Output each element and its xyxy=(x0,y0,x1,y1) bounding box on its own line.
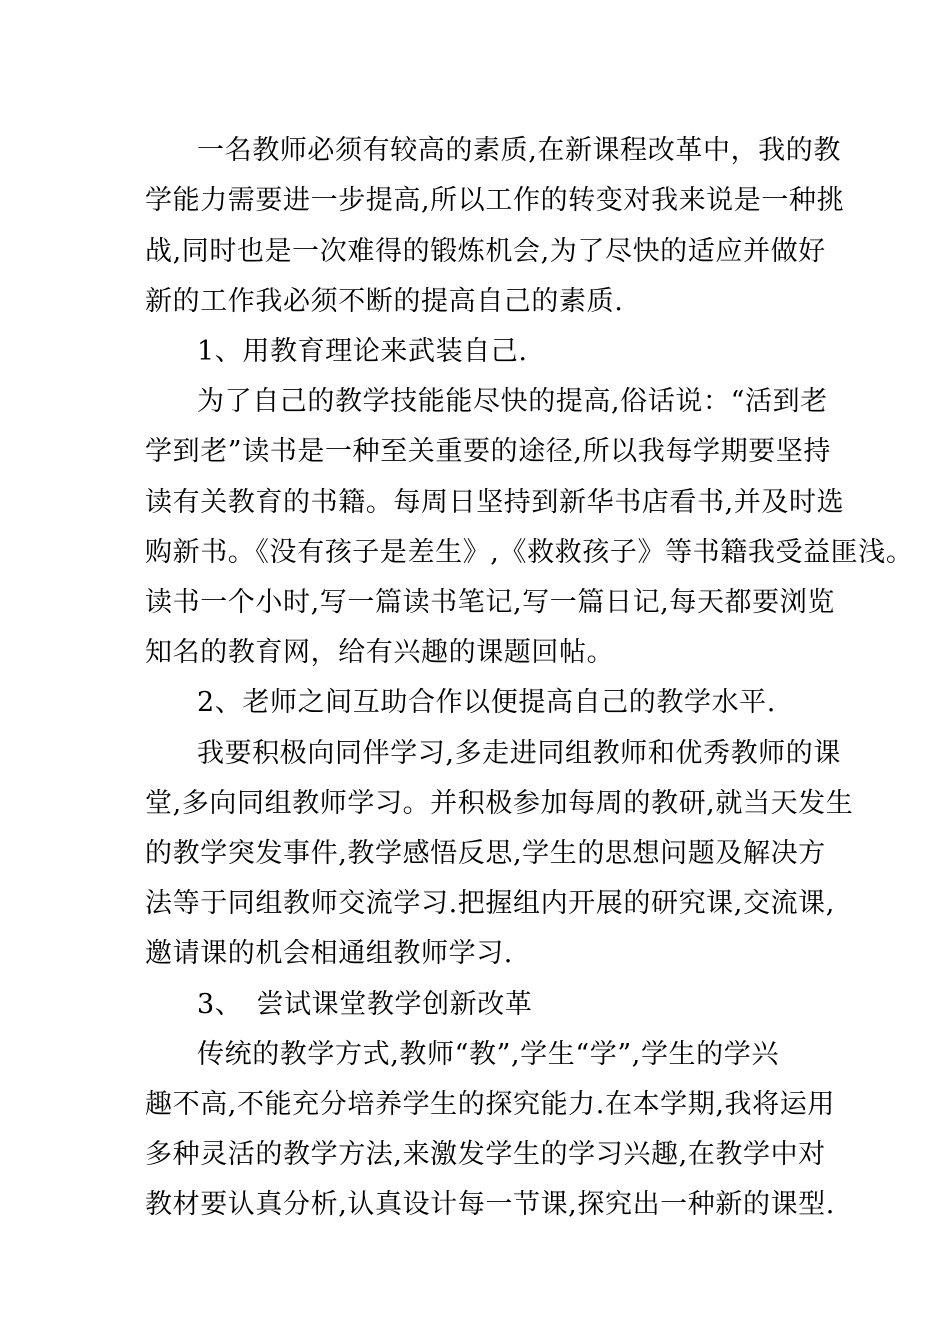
paragraph-line: 我要积极向同伴学习,多走进同组教师和优秀教师的课 xyxy=(197,738,841,769)
paragraph-line: 新的工作我必须不断的提高自己的素质. xyxy=(145,286,624,317)
paragraph-line: 知名的教育网，给有兴趣的课题回帖。 xyxy=(145,637,615,668)
paragraph-line: 读有关教育的书籍。每周日坚持到新华书店看书,并及时选 xyxy=(145,487,845,518)
paragraph-line: 购新书。《没有孩子是差生》,《救救孩子》等书籍我受益匪浅。 xyxy=(145,537,914,568)
section-heading: 1、用教育理论来武装自己. xyxy=(197,336,528,367)
paragraph-line: 教材要认真分析,认真设计每一节课,探究出一种新的课型. xyxy=(145,1189,835,1220)
paragraph-line: 的教学突发事件,教学感悟反思,学生的思想问题及解决方 xyxy=(145,838,826,869)
paragraph-line: 为了自己的教学技能能尽快的提高,俗话说：“活到老 xyxy=(197,386,828,417)
paragraph-line: 一名教师必须有较高的素质,在新课程改革中，我的教 xyxy=(197,135,841,166)
paragraph-line: 学到老”读书是一种至关重要的途径,所以我每学期要坚持 xyxy=(145,436,831,467)
paragraph-line: 法等于同组教师交流学习.把握组内开展的研究课,交流课, xyxy=(145,888,835,919)
paragraph-line: 学能力需要进一步提高,所以工作的转变对我来说是一种挑 xyxy=(145,185,845,216)
paragraph-line: 多种灵活的教学方法,来激发学生的学习兴趣,在教学中对 xyxy=(145,1139,826,1170)
section-heading: 3、 尝试课堂教学创新改革 xyxy=(197,989,533,1020)
paragraph-line: 趣不高,不能充分培养学生的探究能力.在本学期,我将运用 xyxy=(145,1089,835,1120)
paragraph-line: 战,同时也是一次难得的锻炼机会,为了尽快的适应并做好 xyxy=(145,236,826,267)
paragraph-line: 读书一个小时,写一篇读书笔记,写一篇日记,每天都要浏览 xyxy=(145,587,835,618)
section-heading: 2、老师之间互助合作以便提高自己的教学水平. xyxy=(197,687,776,718)
paragraph-line: 传统的教学方式,教师“教”,学生“学”,学生的学兴 xyxy=(197,1039,779,1070)
paragraph-line: 邀请课的机会相通组教师学习. xyxy=(145,938,513,969)
paragraph-line: 堂,多向同组教师学习。并积极参加每周的教研,就当天发生 xyxy=(145,788,854,819)
